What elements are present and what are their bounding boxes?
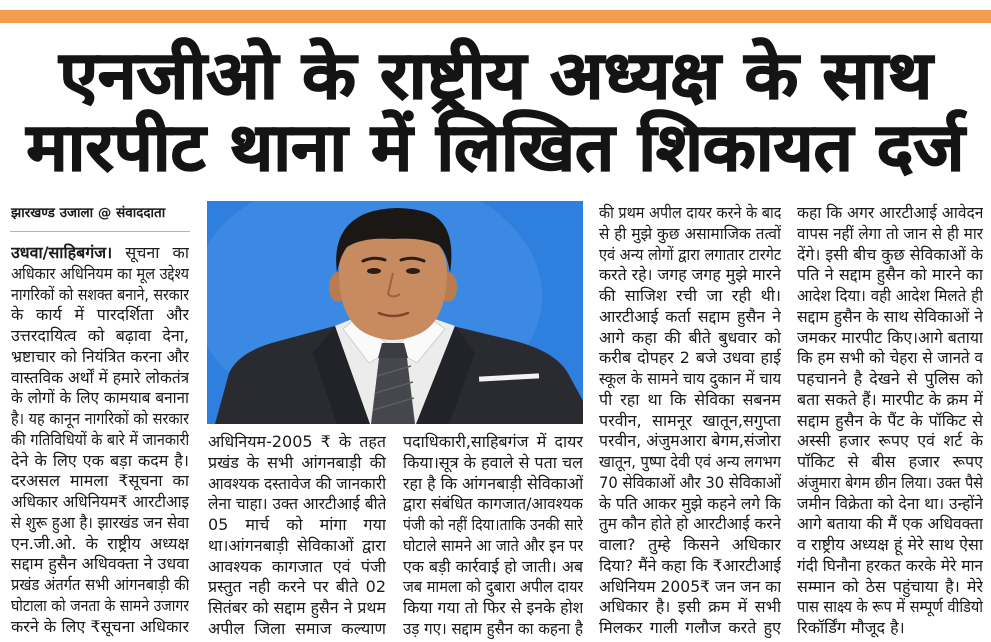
article-text-line: करने के लिए ₹सूचना अधिकार — [11, 616, 189, 636]
article-text-line: पास साक्ष्य के रूप में सम्पूर्ण वीडियो — [797, 597, 983, 617]
article-text-line: करते रहे। जगह जगह मुझे मारने — [599, 265, 781, 285]
article-text-line: अस्सी हजार रूपए एवं शर्ट के — [797, 431, 983, 451]
article-text-line: अधिकार है। इसी क्रम में सभी — [599, 597, 781, 617]
article-column-3 — [403, 432, 583, 640]
headline-line-2 — [0, 110, 991, 186]
article-text-line: के पति आकर मुझे कहने लगे कि — [599, 493, 781, 513]
article-text-line: देने के लिए एक बड़ा कदम है। — [11, 450, 189, 470]
article-text-line: भ्रष्टाचार को नियंत्रित करना और — [11, 346, 189, 366]
top-accent-bar — [0, 10, 991, 23]
article-text-line: 05 मार्च को मांगा गया — [208, 515, 386, 534]
article-text-line: अपील जिला समाज कल्याण — [208, 618, 386, 638]
article-text-line: पंजी को नहीं दिया।ताकि उनकी सारे — [403, 515, 583, 534]
article-text-line: के लोगों के लिए कामयाब बनाना — [11, 388, 189, 408]
article-text-line — [11, 243, 189, 264]
article-text-line: की गतिविधियों के बारे में जानकारी — [11, 429, 189, 449]
article-text-line: मिलकर गाली गलौज करते हुए — [599, 618, 781, 637]
article-column-2 — [208, 432, 386, 640]
article-text-line: घोटाला को जनता के सामने उजागर — [11, 595, 189, 615]
article-text-line: आवश्यक कागजात एवं पंजी — [208, 556, 386, 576]
article-text-line: अधिकार अधिनियम का मूल उद्देश्य — [11, 263, 189, 283]
article-text-line: पी रहा था कि सेविका सबनम — [599, 389, 781, 409]
article-text-line: नागरिकों को सशक्त बनाने, सरकार — [11, 284, 189, 304]
article-photo — [207, 201, 583, 424]
article-text-line: गंदी घिनौना हरकत करके मेरे मान — [797, 555, 983, 575]
article-text-line: सद्दाम हुसैन अधिवक्ता ने उधवा — [11, 554, 189, 574]
article-text-line: है। यह कानून नागरिकों को सरकार — [11, 409, 189, 428]
article-text-line: परवीन, अंजुमआरा बेगम,संजोरा — [599, 431, 781, 451]
article-text-line: था।आंगनबाड़ी सेविकाओं द्वारा — [208, 535, 386, 555]
article-text-line: वापस नहीं लेगा तो जान से ही मार — [797, 223, 983, 243]
article-text-line: के कार्य में पारदर्शिता और — [11, 305, 189, 325]
article-text-line: एक बड़ी कार्रवाई हो जाती। अब — [403, 556, 583, 576]
article-text-line: अधिनियम 2005₹ जन जन का — [599, 576, 781, 596]
article-text-line: आरटीआई कर्ता सद्दाम हुसैन ने — [599, 306, 781, 326]
article-text-line: सितंबर को सद्दाम हुसैन ने प्रथम — [208, 598, 386, 617]
article-text-line: प्रखंड के सभी आंगनबाड़ी की — [208, 452, 386, 472]
article-text-line: घोटाले सामने आ जाते और इन पर — [403, 535, 583, 555]
article-text-line: पॉकिट से बीस हजार रूपए — [797, 452, 983, 471]
article-text-line: स्कूल के सामने चाय दुकान में चाय — [599, 369, 781, 388]
article-text-line: 70 सेविकाओं और 30 सेविकाओं — [599, 472, 781, 492]
article-text-line: रिकॉर्डिंग मौजूद है। — [797, 618, 905, 637]
article-text-line: दरअसल मामला ₹सूचना का — [11, 471, 189, 491]
article-text-line: व राष्ट्रीय अध्यक्ष हूं मेरे साथ ऐसा — [797, 535, 983, 554]
article-text-line: किया।सूत्र के हवाले से पता चल — [403, 452, 583, 472]
article-text-line: सद्दाम हुसैन के पैंट के पॉकिट से — [797, 410, 983, 430]
article-text-line: पहचानने है देखने से पुलिस को — [797, 369, 983, 388]
article-text-line: आगे बताया की मैं एक अधिवक्ता — [797, 514, 983, 534]
article-text-line: अंजुमारा बेगम छीन लिया। उक्त पैसे — [797, 472, 983, 492]
byline: झारखण्ड उजाला @ संवाददाता — [11, 205, 166, 221]
article-text-line: प्रखंड अंतर्गत सभी आंगनबाड़ी की — [11, 575, 189, 594]
article-text-line: तुम कौन होते हो आरटीआई करने — [599, 514, 781, 534]
article-text-line: करीब दोपहर 2 बजे उधवा हाई — [599, 348, 781, 368]
article-column-1 — [11, 243, 189, 639]
article-text-line: की प्रथम अपील दायर करने के बाद — [599, 203, 781, 222]
article-text-line: पदाधिकारी,साहिबगंज में दायर — [403, 432, 583, 451]
article-text-line: एन.जी.ओ. के राष्ट्रीय अध्यक्ष — [11, 533, 189, 553]
article-text-line: रहा है कि आंगनबाड़ी सेविकाओं — [403, 473, 583, 493]
article-text-line: खातून, पुष्पा देवी एवं अन्य लगभग — [599, 452, 781, 471]
tie-knot — [378, 343, 408, 358]
article-text-line: वास्तविक अर्थों में हमारे लोकतंत्र — [11, 367, 189, 387]
article-text-line: लेना चाहा। उक्त आरटीआई बीते — [208, 494, 386, 514]
article-text-line: किया गया तो फिर से इनके होश — [403, 598, 583, 617]
article-column-4 — [599, 203, 781, 640]
article-text-line: दिया? मैंने कहा कि ₹आरटीआई — [599, 555, 781, 575]
article-text-line: उत्तरदायित्व को बढ़ावा देना, — [11, 326, 189, 345]
article-text-line: बता सकते हैं। मारपीट के क्रम में — [797, 389, 983, 409]
article-text-line: सम्मान को ठेस पहुंचाया है। मेरे — [797, 576, 983, 596]
article-text-line: की साजिश रची जा रही थी। — [599, 286, 781, 305]
article-text-line: से शुरू हुआ है। झारखंड जन सेवा — [11, 512, 189, 532]
headline-text: एनजीओ के राष्ट्रीय अध्यक्ष के साथ — [58, 37, 933, 114]
article-text-line: कि हम सभी को चेहरा से जानते व — [797, 348, 983, 368]
face — [339, 229, 447, 340]
eye-left — [367, 268, 381, 274]
article-text-line: अधिकार अधिनियम₹ आरटीआइ — [11, 492, 189, 511]
article-text-line: जब मामला को दुबारा अपील दायर — [403, 577, 583, 597]
article-text-line: आगे कहा की बीते बुधवार को — [599, 327, 781, 347]
article-text-line: द्वारा संबंधित कागजात/आवश्यक — [403, 494, 583, 514]
article-text-line: जमकर मारपीट किए।आगे बताया — [797, 327, 983, 347]
article-text-line: परवीन, सामनूर खातून,सगुप्ता — [599, 410, 781, 430]
article-text-line: प्रस्तुत नही करने पर बीते 02 — [208, 577, 386, 597]
article-text-line: जमीन विक्रेता को देना था। उन्होंने — [797, 493, 983, 513]
article-text-line: आदेश दिया। वही आदेश मिलते ही — [797, 286, 983, 305]
article-text-line: उड़ गए। सद्दाम हुसैन का कहना है — [403, 618, 583, 638]
article-text-line: कहा कि अगर आरटीआई आवेदन — [797, 203, 983, 222]
eye-right — [406, 268, 420, 274]
article-text-line: सद्दाम हुसैन के साथ सेविकाओं ने — [797, 306, 983, 326]
headline-line-1 — [0, 38, 991, 114]
article-text: सूचना का — [125, 243, 189, 262]
byline-divider — [10, 231, 190, 232]
headline-text: मारपीट थाना में लिखित शिकायत दर्ज — [26, 109, 965, 186]
article-column-5 — [797, 203, 983, 640]
dateline: उधवा/साहिबगंज। — [11, 243, 113, 262]
article-text-line: पति ने सद्दाम हुसैन को मारने का — [797, 265, 983, 285]
article-text-line: आवश्यक दस्तावेज की जानकारी — [208, 473, 386, 493]
article-text-line: एवं अन्य लोगों द्वारा लगातार टारगेट — [599, 244, 781, 264]
article-text-line: वाला? तुम्हे किसने अधिकार — [599, 535, 781, 554]
article-text-line: देंगे। इसी बीच कुछ सेविकाओं के — [797, 244, 983, 264]
article-text-line: अधिनियम-2005 ₹ के तहत — [208, 432, 386, 451]
article-text-line: से ही मुझे कुछ असामाजिक तत्वों — [599, 223, 781, 243]
